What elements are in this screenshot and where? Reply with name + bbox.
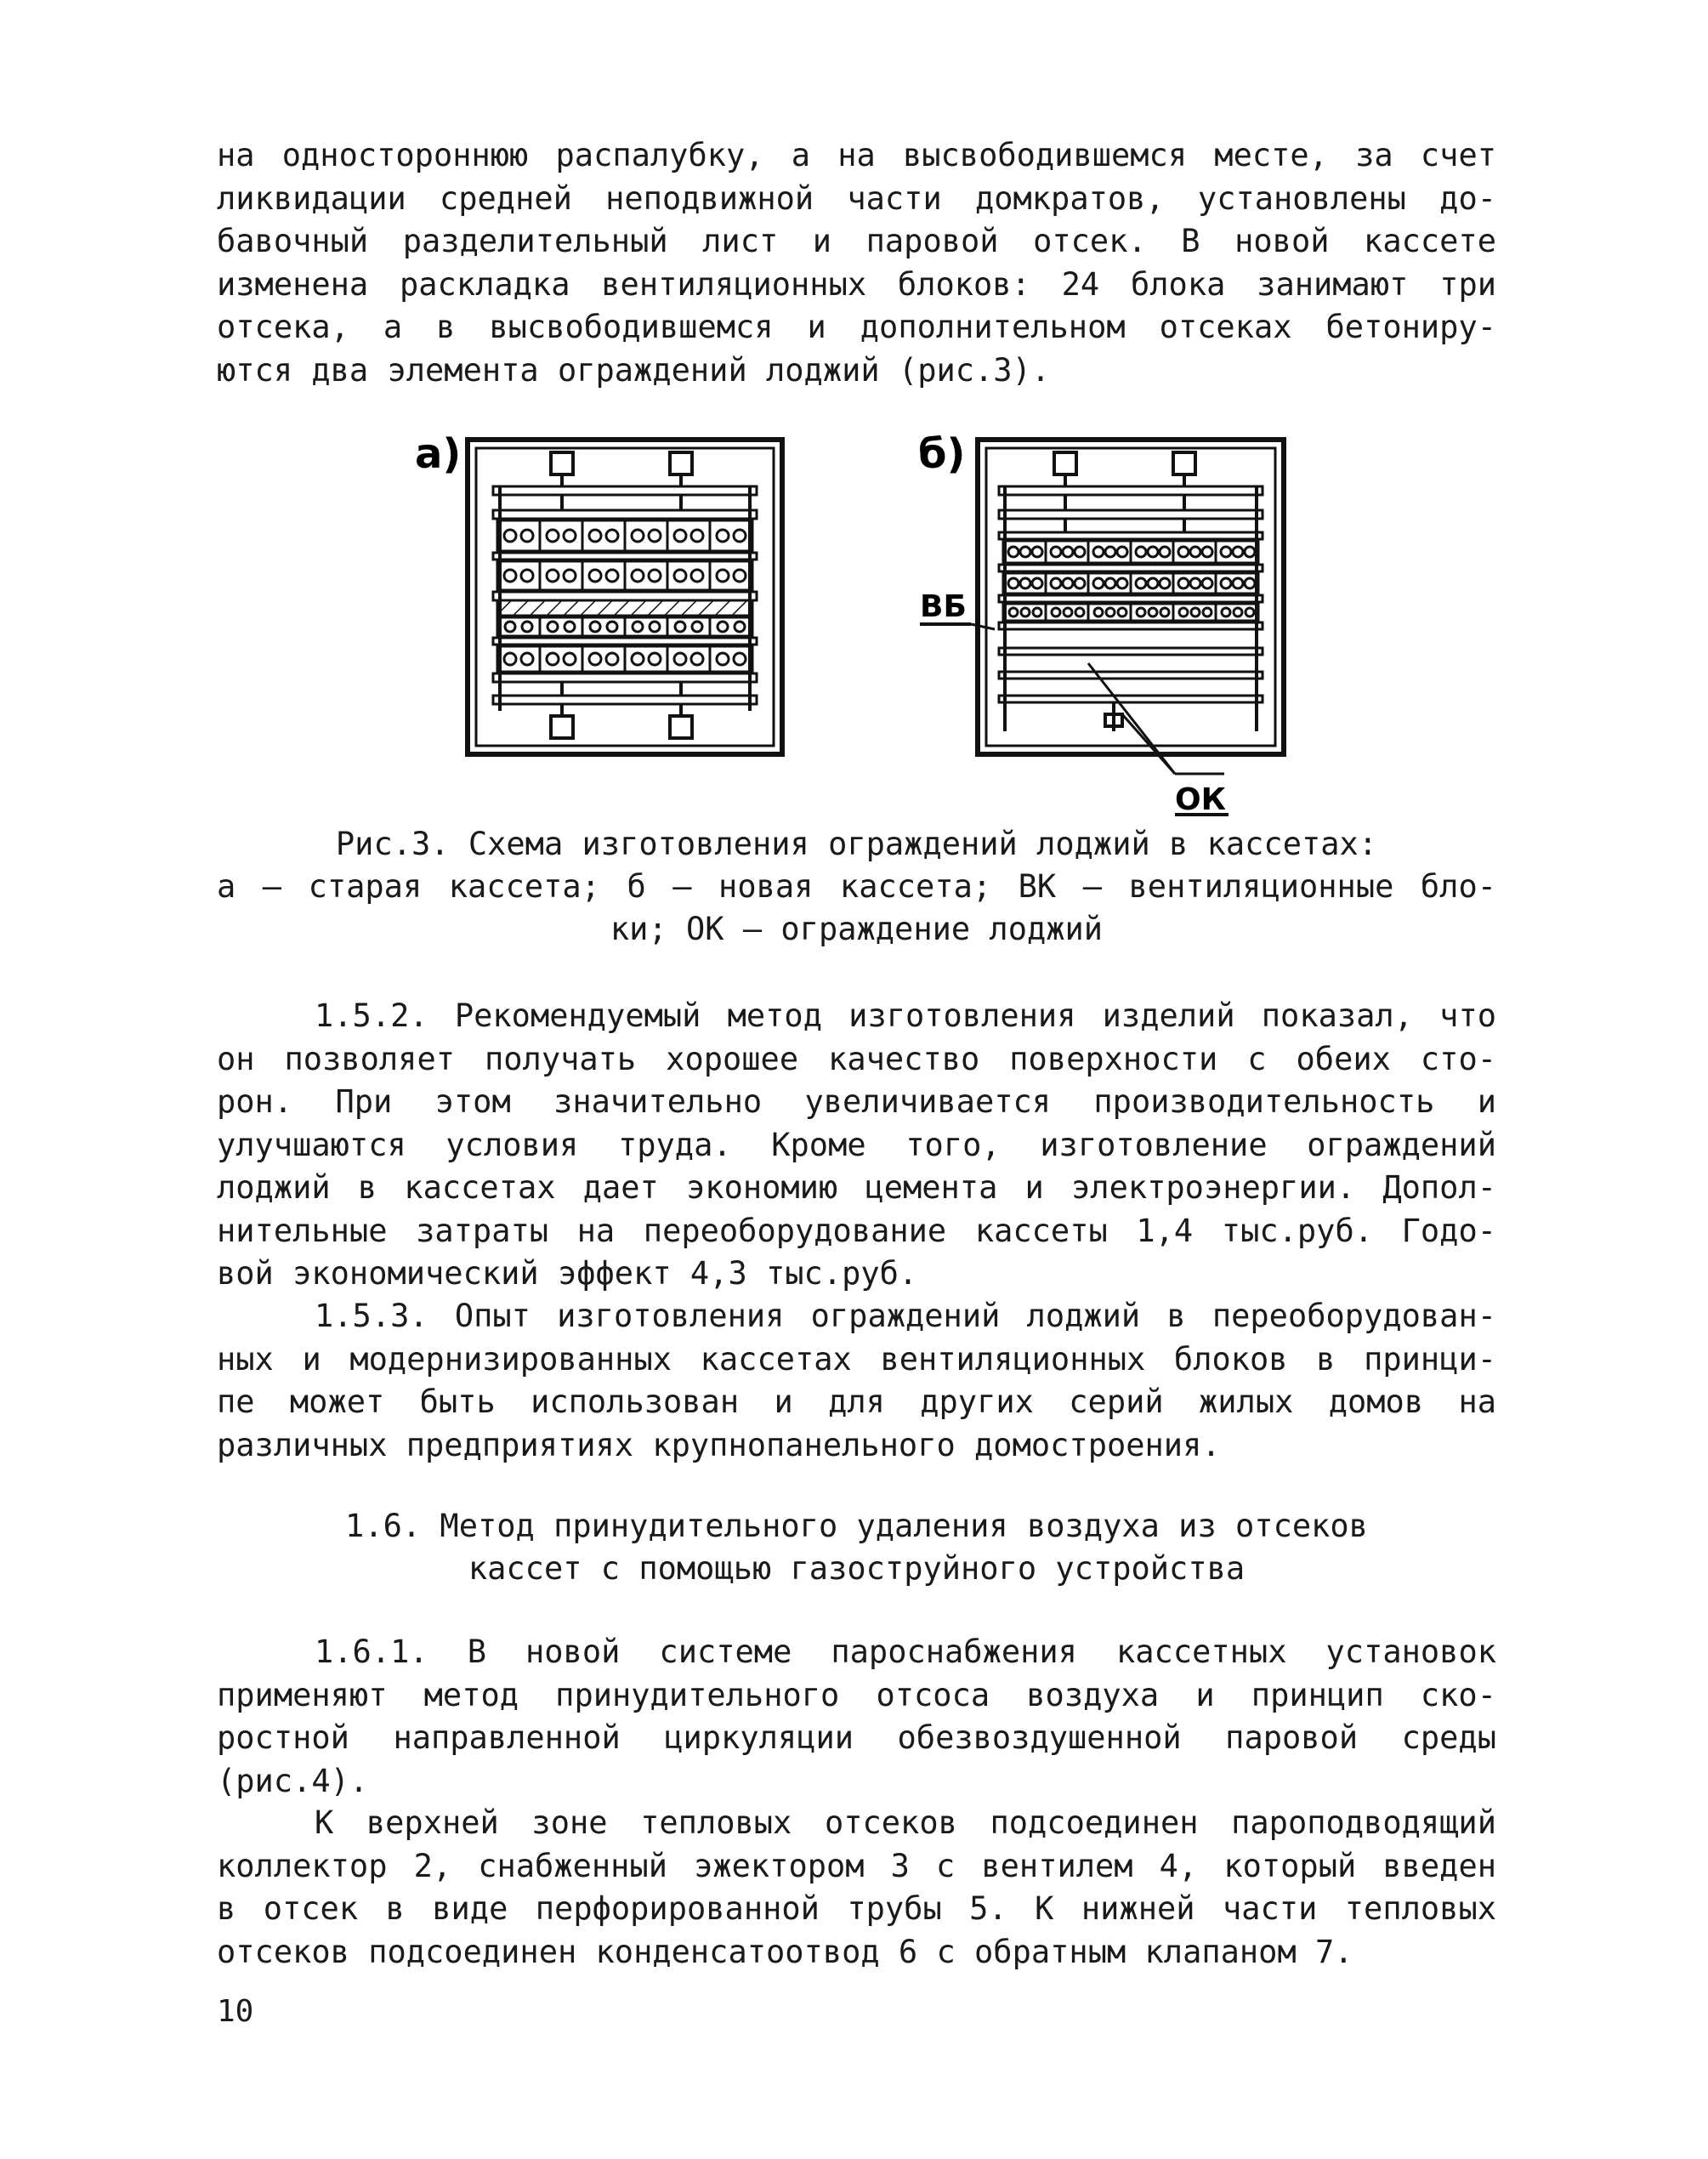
text-line: отсека, а в высвободившемся и дополнительном отсеках бетониру- [217, 309, 1496, 345]
text-line: он позволяет получать хорошее качество поверхности с обеих сто- [217, 1040, 1496, 1077]
text-line: ликвидации средней неподвижной части домкратов, установлены до- [217, 179, 1496, 217]
text-line: рон. При этом значительно увеличивается производительность и [217, 1083, 1496, 1120]
text-line: нительные затраты на переоборудование кассеты 1,4 тыс.руб. Годо- [217, 1212, 1496, 1249]
text-line: лоджий в кассетах дает экономию цемента и электроэнергии. Допол- [217, 1169, 1496, 1206]
figure-cassettes [400, 425, 1318, 816]
text-line: бавочный разделительный лист и паровой отсек. В новой кассете [217, 223, 1496, 259]
text-line: в отсек в виде перфорированной трубы 5. К нижней части тепловых [217, 1890, 1496, 1927]
text-line: отсеков подсоединен конденсатоотвод 6 с обратным клапаном 7. [217, 1933, 1353, 1970]
page-number: 10 [217, 1994, 254, 2029]
text-line: изменена раскладка вентиляционных блоков: 24 блока занимают три [217, 265, 1496, 303]
text-line: ются два элемента ограждений лоджий (рис.3). [217, 351, 1051, 389]
caption-line: Рис.3. Схема изготовления ограждений лоджий в кассетах: [335, 826, 1378, 862]
text-line: улучшаются условия труда. Кроме того, изготовление ограждений [217, 1126, 1496, 1163]
text-line: на одностороннюю распалубку, а на высвободившемся месте, за счет [217, 137, 1496, 173]
figure-caption [217, 823, 1496, 951]
section-heading [217, 1505, 1496, 1590]
caption-line: а – старая кассета; б – новая кассета; ВК – вентиляционные бло- [217, 868, 1496, 905]
heading-line: кассет с помощью газоструйного устройства [468, 1550, 1246, 1587]
text-line: различных предприятиях крупнопанельного домостроения. [217, 1426, 1221, 1463]
heading-line: 1.6. Метод принудительного удаления воздуха из отсеков [345, 1508, 1368, 1544]
text-line: (рис.4). [217, 1762, 369, 1799]
text-line: 1.6.1. В новой системе пароснабжения кассетных установок [315, 1633, 1496, 1670]
text-line: 1.5.3. Опыт изготовления ограждений лоджий в переоборудован- [315, 1298, 1496, 1334]
figure-label-a: а) [415, 430, 462, 478]
figure-label-vb: ВБ [920, 589, 967, 624]
figure-label-ok: ОК [1175, 782, 1227, 816]
text-line: пе может быть использован и для других серий жилых домов на [217, 1383, 1496, 1420]
paragraph-1-6-1 [217, 1631, 1496, 1803]
caption-line: ки; ОК – ограждение лоджий [610, 911, 1104, 947]
text-line: 1.5.2. Рекомендуемый метод изготовления изделий показал, что [315, 997, 1496, 1034]
paragraph-1-5-2 [217, 995, 1496, 1296]
text-line: ростной направленной циркуляции обезвоздушенной паровой среды [217, 1719, 1496, 1756]
paragraph-top [217, 134, 1496, 392]
new-cassette-diagram [978, 440, 1284, 774]
old-cassette-diagram [468, 440, 782, 754]
paragraph-last [217, 1802, 1496, 1974]
text-line: ных и модернизированных кассетах вентиляционных блоков в принци- [217, 1340, 1496, 1378]
text-line: вой экономический эффект 4,3 тыс.руб. [217, 1255, 918, 1292]
figure-label-b: б) [918, 430, 966, 478]
paragraph-1-5-3 [217, 1295, 1496, 1467]
text-line: применяют метод принудительного отсоса воздуха и принцип ско- [217, 1676, 1496, 1713]
text-line: К верхней зоне тепловых отсеков подсоединен пароподводящий [315, 1804, 1496, 1841]
text-line: коллектор 2, снабженный эжектором 3 с вентилем 4, который введен [217, 1847, 1496, 1884]
